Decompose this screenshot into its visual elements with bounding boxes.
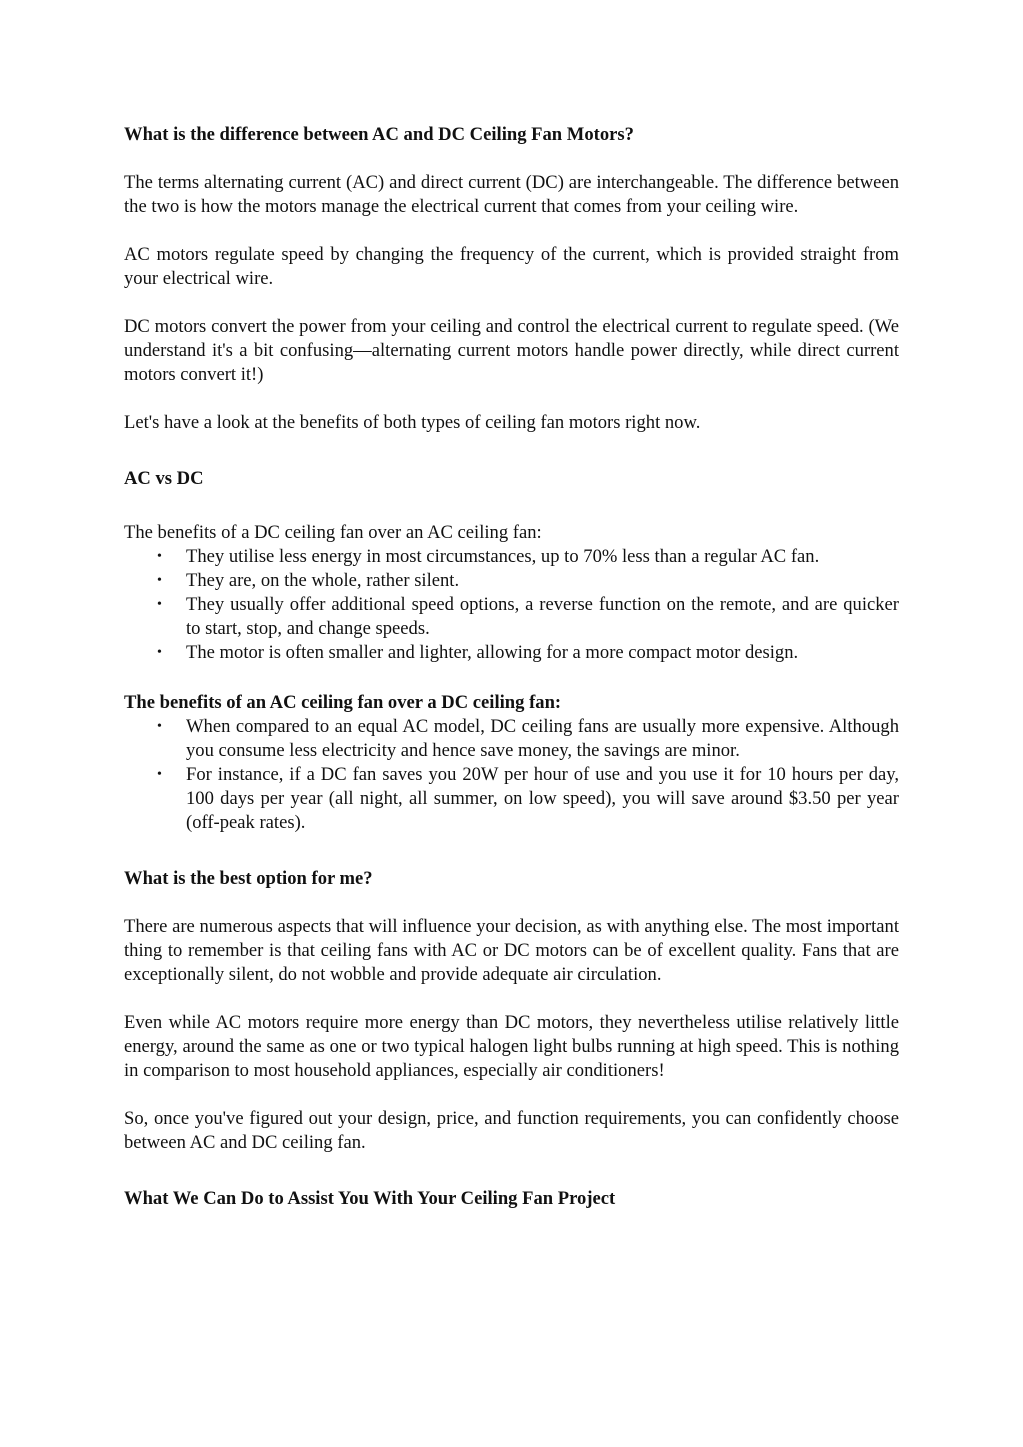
document-page [124, 123, 899, 1211]
paragraph-lets-look: Let's have a look at the benefits of both types of ceiling fan motors right now. [124, 412, 701, 433]
paragraph-choose-confidently: So, once you've figured out your design, price, and function requirements, you can confidently choose between AC and DC ceiling fan. [124, 1108, 899, 1153]
bullet-icon: • [157, 549, 162, 564]
heading-ac-vs-dc: AC vs DC [124, 468, 204, 489]
bullet-icon: • [157, 597, 162, 612]
list-item [124, 641, 899, 665]
list-item [124, 715, 899, 763]
list-item-text: They are, on the whole, rather silent. [186, 570, 460, 591]
paragraph-numerous-aspects: There are numerous aspects that will influence your decision, as with anything else. The most important thing to remember is that ceiling fans with AC or DC motors can be of excellent quality. Fans that are exceptionally silent, do not wobble and provide adequate air circulation. [124, 916, 899, 985]
list-item [124, 569, 899, 593]
ac-benefits-list [124, 715, 899, 835]
heading-best-option: What is the best option for me? [124, 868, 373, 889]
bullet-icon: • [157, 767, 162, 782]
paragraph-energy-comparison: Even while AC motors require more energy than DC motors, they nevertheless utilise relatively little energy, around the same as one or two typical halogen light bulbs running at high speed. This is nothing in comparison to most household appliances, especially air conditioners! [124, 1012, 899, 1081]
list-item-text: They usually offer additional speed options, a reverse function on the remote, and are quicker to start, stop, and change speeds. [186, 594, 899, 639]
paragraph-dc-motors: DC motors convert the power from your ceiling and control the electrical current to regulate speed. (We understand it's a bit confusing—alternating current motors handle power directly, while direct current motors convert it!) [124, 316, 899, 385]
list-item-text: They utilise less energy in most circumstances, up to 70% less than a regular AC fan. [186, 546, 820, 567]
heading-ac-benefits: The benefits of an AC ceiling fan over a DC ceiling fan: [124, 692, 562, 713]
list-item [124, 545, 899, 569]
list-item-text: For instance, if a DC fan saves you 20W per hour of use and you use it for 10 hours per day, 100 days per year (all night, all summer, on low speed), you will save around $3.50 per year (off-peak rates). [186, 764, 899, 833]
heading-assist-project: What We Can Do to Assist You With Your Ceiling Fan Project [124, 1188, 616, 1209]
list-item [124, 593, 899, 641]
paragraph-ac-motors: AC motors regulate speed by changing the frequency of the current, which is provided straight from your electrical wire. [124, 244, 899, 289]
dc-benefits-list [124, 545, 899, 665]
bullet-icon: • [157, 573, 162, 588]
list-item-text: When compared to an equal AC model, DC ceiling fans are usually more expensive. Although you consume less electricity and hence save money, the savings are minor. [186, 716, 899, 761]
bullet-icon: • [157, 645, 162, 660]
list-item-text: The motor is often smaller and lighter, allowing for a more compact motor design. [186, 642, 799, 663]
list-item [124, 763, 899, 835]
paragraph-dc-benefits-intro: The benefits of a DC ceiling fan over an AC ceiling fan: [124, 522, 542, 543]
paragraph-terms: The terms alternating current (AC) and direct current (DC) are interchangeable. The difference between the two is how the motors manage the electrical current that comes from your ceiling wire. [124, 172, 899, 217]
bullet-icon: • [157, 719, 162, 734]
heading-ac-dc-difference: What is the difference between AC and DC Ceiling Fan Motors? [124, 124, 634, 145]
